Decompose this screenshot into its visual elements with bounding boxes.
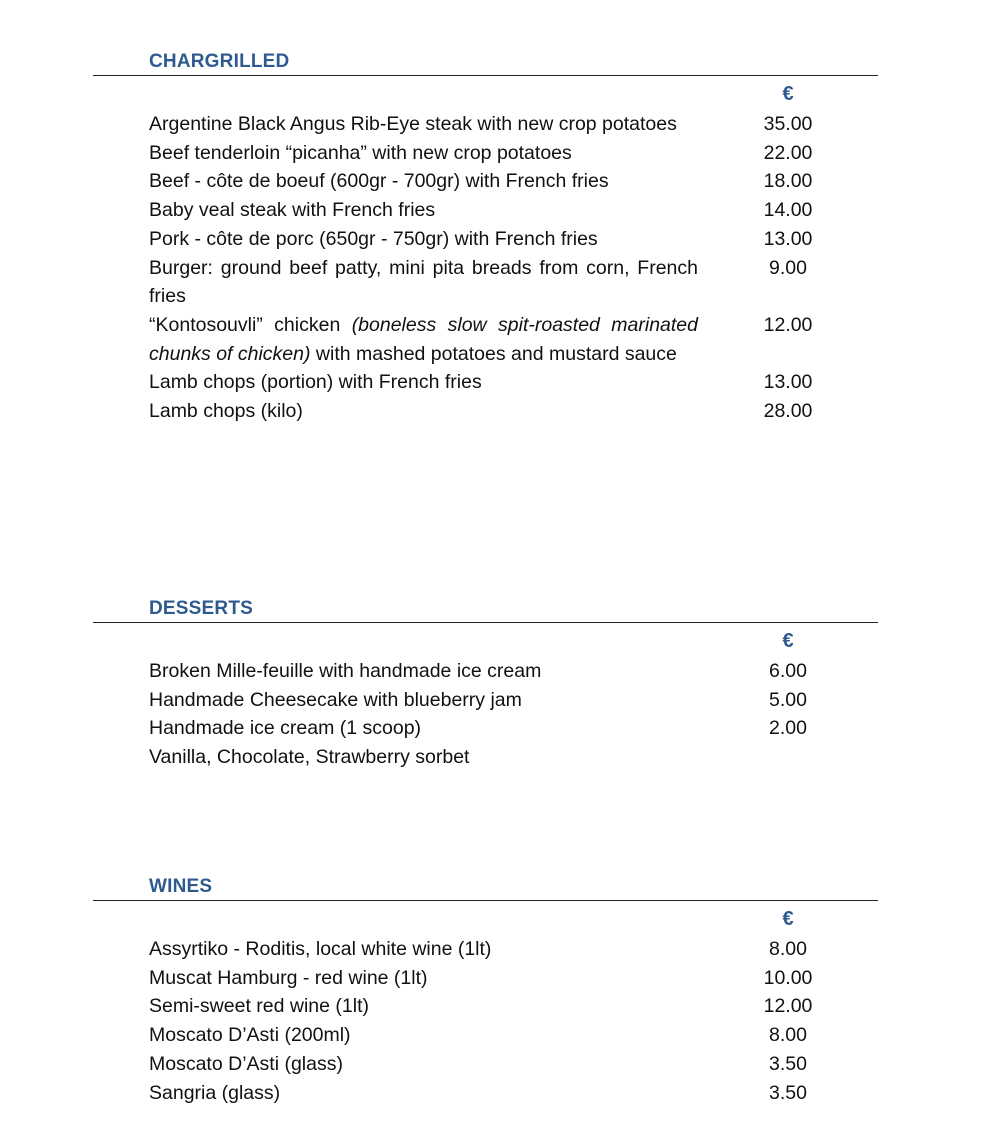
menu-item-price: 10.00 bbox=[763, 966, 813, 989]
section-divider bbox=[93, 75, 878, 76]
menu-item-price: 3.50 bbox=[769, 1052, 807, 1075]
menu-item-name-start: “Kontosouvli” chicken bbox=[149, 313, 352, 336]
menu-item-name: Moscato D’Asti (glass) bbox=[149, 1052, 343, 1075]
menu-item-price: 8.00 bbox=[769, 1024, 807, 1047]
menu-item-description: (boneless slow spit-roasted marinated chunks of chicken) bbox=[149, 313, 698, 365]
menu-item-price: 13.00 bbox=[763, 371, 813, 394]
menu-item bbox=[149, 254, 849, 311]
menu-item-name: Pork - côte de porc (650gr - 750gr) with French fries bbox=[149, 227, 598, 250]
menu-item-price: 8.00 bbox=[769, 938, 807, 960]
menu-item bbox=[149, 225, 849, 254]
menu-list-wines bbox=[149, 935, 849, 1107]
menu-item-name bbox=[149, 311, 698, 368]
section-divider bbox=[93, 622, 878, 623]
menu-item-name: Semi-sweet red wine (1lt) bbox=[149, 995, 369, 1018]
menu-item bbox=[149, 139, 849, 168]
menu-item-name: Lamb chops (kilo) bbox=[149, 400, 303, 423]
menu-item-name: Baby veal steak with French fries bbox=[149, 199, 436, 222]
menu-item bbox=[149, 714, 849, 743]
section-divider bbox=[93, 900, 878, 901]
menu-item-name: Broken Mille-feuille with handmade ice cream bbox=[149, 660, 542, 682]
section-title-desserts: DESSERTS bbox=[149, 598, 254, 619]
menu-item bbox=[149, 167, 849, 196]
menu-item-price: 18.00 bbox=[763, 170, 813, 193]
menu-item-price: 5.00 bbox=[769, 688, 807, 711]
menu-item-name: Moscato D’Asti (200ml) bbox=[149, 1024, 351, 1047]
menu-item-name: Beef tenderloin “picanha” with new crop potatoes bbox=[149, 141, 572, 164]
menu-item-price: 2.00 bbox=[769, 717, 807, 740]
menu-item-price: 6.00 bbox=[769, 660, 807, 682]
menu-item-name: Handmade ice cream (1 scoop) bbox=[149, 717, 422, 740]
menu-item-price: 13.00 bbox=[763, 227, 813, 250]
menu-item-name: Handmade Cheesecake with blueberry jam bbox=[149, 688, 522, 711]
menu-item bbox=[149, 935, 849, 964]
menu-item-price: 12.00 bbox=[763, 313, 813, 336]
menu-item bbox=[149, 657, 849, 686]
menu-item-price: 3.50 bbox=[769, 1081, 807, 1104]
currency-header: € bbox=[782, 908, 794, 930]
menu-item bbox=[149, 992, 849, 1021]
menu-item-price: 22.00 bbox=[763, 141, 813, 164]
menu-item-name: Lamb chops (portion) with French fries bbox=[149, 371, 482, 394]
menu-item-name: Assyrtiko - Roditis, local white wine (1lt) bbox=[149, 938, 492, 960]
menu-item bbox=[149, 743, 849, 772]
menu-item-price: 14.00 bbox=[763, 199, 813, 222]
menu-item-name: Burger: ground beef patty, mini pita breads from corn, French fries bbox=[149, 256, 698, 308]
menu-item bbox=[149, 686, 849, 715]
menu-item bbox=[149, 397, 849, 426]
currency-header: € bbox=[782, 630, 794, 652]
menu-item bbox=[149, 311, 849, 368]
menu-item-price: 9.00 bbox=[769, 256, 807, 279]
menu-item-name-end: with mashed potatoes and mustard sauce bbox=[310, 342, 677, 365]
menu-item-name: Argentine Black Angus Rib-Eye steak with new crop potatoes bbox=[149, 113, 677, 135]
section-title-chargrilled: CHARGRILLED bbox=[149, 51, 290, 72]
section-title-wines: WINES bbox=[149, 876, 213, 897]
menu-item-name: Sangria (glass) bbox=[149, 1081, 281, 1104]
menu-item-price: 28.00 bbox=[763, 400, 813, 423]
menu-list-chargrilled bbox=[149, 110, 849, 426]
menu-item bbox=[149, 196, 849, 225]
menu-item bbox=[149, 964, 849, 993]
currency-header: € bbox=[782, 83, 794, 105]
menu-item bbox=[149, 368, 849, 397]
menu-item bbox=[149, 110, 849, 139]
menu-list-desserts bbox=[149, 657, 849, 772]
menu-item bbox=[149, 1021, 849, 1050]
menu-item-name: Vanilla, Chocolate, Strawberry sorbet bbox=[149, 746, 470, 769]
menu-item-price: 35.00 bbox=[763, 113, 813, 135]
menu-item-price: 12.00 bbox=[763, 995, 813, 1018]
menu-item bbox=[149, 1079, 849, 1108]
menu-item bbox=[149, 1050, 849, 1079]
menu-item-name: Muscat Hamburg - red wine (1lt) bbox=[149, 966, 428, 989]
menu-item-name: Beef - côte de boeuf (600gr - 700gr) with French fries bbox=[149, 170, 609, 193]
